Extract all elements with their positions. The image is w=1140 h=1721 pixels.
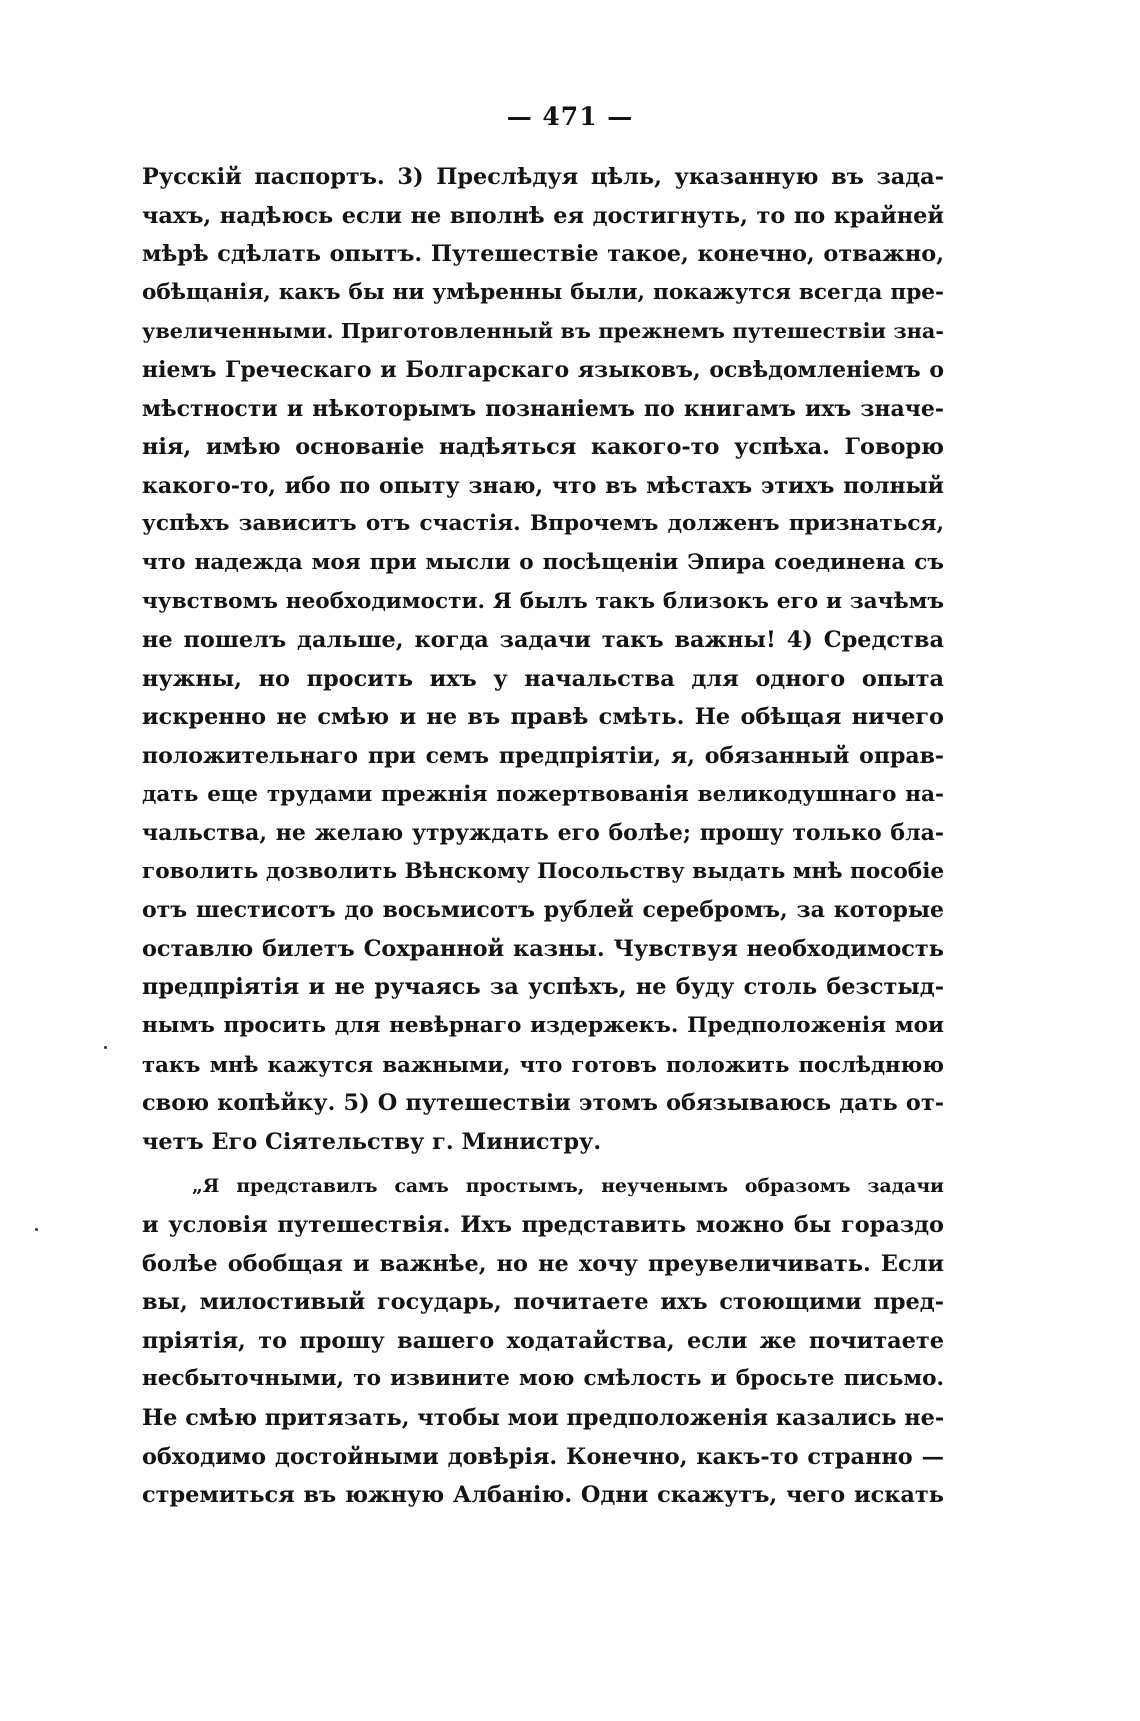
text-line: Не смѣю притязать, чтобы мои предположенія казались не- (142, 1405, 945, 1431)
text-line: мѣстности и нѣкоторымъ познаніемъ по книгамъ ихъ значе- (142, 395, 944, 422)
text-line: говолить дозволить Вѣнскому Посольству выдать мнѣ пособіе (142, 858, 945, 884)
text-line: не пошелъ дальше, когда задачи такъ важны! 4) Средства (142, 627, 944, 654)
text-line: какого-то, ибо по опыту знаю, что въ мѣстахъ этихъ полный (142, 472, 944, 499)
text-line: и условія путешествія. Ихъ представить можно бы гораздо (142, 1212, 944, 1239)
paragraph (142, 1167, 944, 1514)
paragraph (142, 158, 944, 1161)
text-line: обѣщанія, какъ бы ни умѣренны были, покажутся всегда пре- (142, 279, 944, 305)
text-line: „Я представилъ самъ простымъ, неученымъ образомъ задачи (192, 1175, 944, 1198)
text-line: четъ Его Сіятельству г. Министру. (142, 1128, 602, 1155)
text-line: нія, имѣю основаніе надѣяться какого-то успѣха. Говорю (142, 434, 944, 461)
text-line: стремиться въ южную Албанію. Одни скажутъ, чего искать (142, 1482, 944, 1509)
body-text (142, 158, 944, 1515)
text-line: нужны, но просить ихъ у начальства для одного опыта (142, 665, 944, 692)
text-line: болѣе обобщая и важнѣе, но не хочу преувеличивать. Если (142, 1250, 944, 1277)
text-line: мѣрѣ сдѣлать опытъ. Путешествіе такое, конечно, отважно, (142, 241, 944, 268)
text-line: нымъ просить для невѣрнаго издержекъ. Предположенія мои (142, 1013, 944, 1039)
text-line: несбыточными, то извините мою смѣлость и бросьте письмо. (142, 1366, 944, 1392)
text-line: увеличенными. Приготовленный въ прежнемъ путешествіи зна- (142, 318, 944, 344)
text-line: свою копѣйку. 5) О путешествіи этомъ обязываюсь дать от- (142, 1090, 944, 1117)
text-line: такъ мнѣ кажутся важными, что готовъ положить послѣднюю (142, 1051, 944, 1077)
print-speck (104, 1046, 107, 1049)
text-line: чувствомъ необходимости. Я былъ такъ близокъ его и зачѣмъ (142, 588, 944, 614)
text-line: предпріятія и не ручаясь за успѣхъ, не буду столь безстыд- (142, 974, 944, 1001)
text-line: отъ шестисотъ до восьмисотъ рублей серебромъ, за которые (142, 897, 944, 924)
text-line: что надежда моя при мысли о посѣщеніи Эпира соединена съ (142, 549, 944, 575)
text-line: вы, милостивый государь, почитаете ихъ стоющими пред- (142, 1289, 944, 1316)
text-line: оставлю билетъ Сохранной казны. Чувствуя необходимость (142, 935, 944, 962)
text-line: Русскій паспортъ. 3) Преслѣдуя цѣль, указанную въ зада- (142, 164, 944, 190)
print-speck (35, 1228, 38, 1231)
text-line: успѣхъ зависитъ отъ счастія. Впрочемъ долженъ признаться, (142, 511, 944, 537)
text-line: чахъ, надѣюсь если не вполнѣ ея достигнуть, то по крайней (142, 202, 944, 229)
text-line: пріятія, то прошу вашего ходатайства, если же почитаете (142, 1327, 944, 1354)
page-number: — 471 — (506, 102, 634, 131)
text-line: искренно не смѣю и не въ правѣ смѣть. Не обѣщая ничего (142, 704, 944, 731)
text-line: положительнаго при семъ предпріятіи, я, обязанный оправ- (142, 742, 944, 769)
text-line: чальства, не желаю утруждать его болѣе; прошу только бла- (142, 820, 944, 847)
text-line: ніемъ Греческаго и Болгарскаго языковъ, освѣдомленіемъ о (142, 356, 944, 383)
text-line: дать еще трудами прежнія пожертвованія великодушнаго на- (142, 781, 944, 807)
text-line: обходимо достойными довѣрія. Конечно, какъ-то странно — (142, 1443, 944, 1470)
